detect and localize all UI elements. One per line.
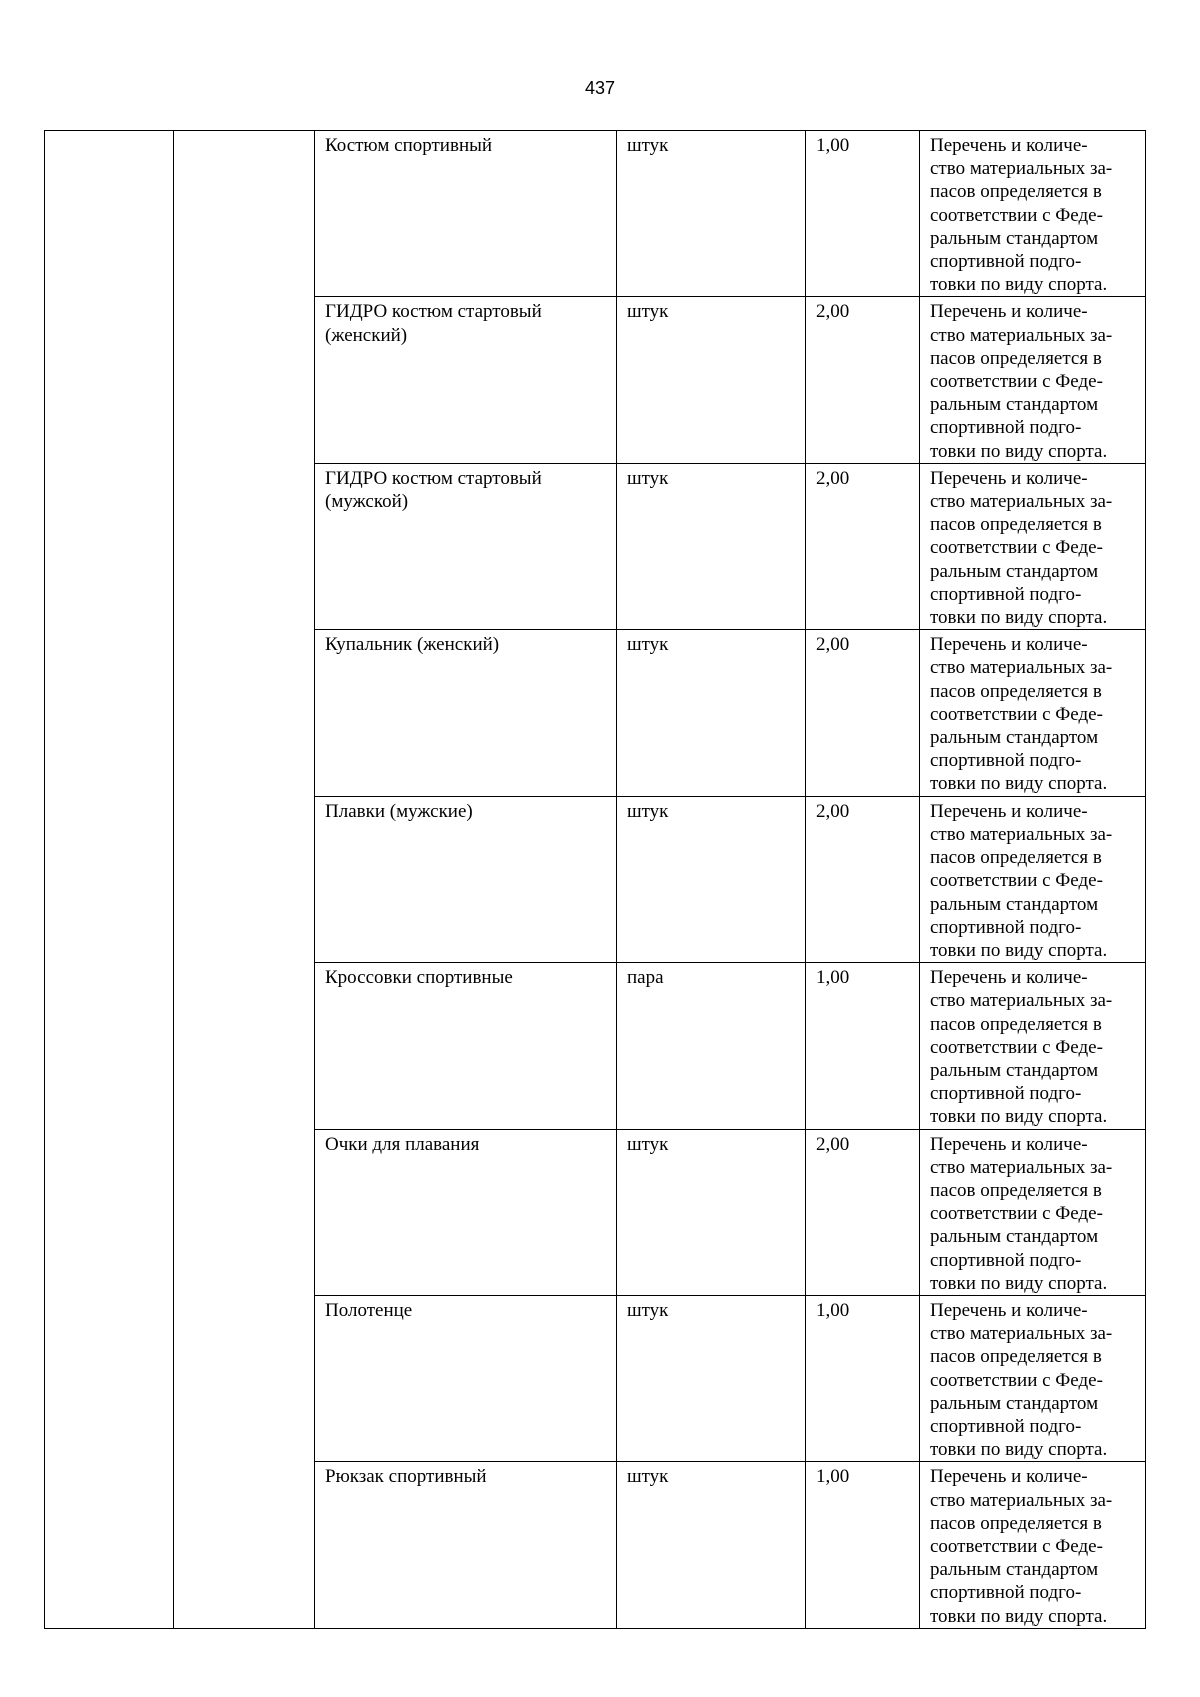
- table-row: [45, 131, 1146, 297]
- note-line: ство материальных за-: [930, 1323, 1113, 1345]
- quantity-cell: 2,00: [806, 796, 920, 962]
- note-line: пасов определяется в: [930, 1346, 1102, 1368]
- note-line: Перечень и количе-: [930, 967, 1088, 989]
- unit-cell: штук: [617, 1129, 806, 1295]
- note-cell: [920, 1129, 1146, 1295]
- note-line: ство материальных за-: [930, 1156, 1113, 1178]
- note-cell: [920, 131, 1146, 297]
- note-line: спортивной подго-: [930, 417, 1082, 439]
- item-name-cell: ГИДРО костюм стартовый (мужской): [315, 463, 617, 629]
- item-name-cell: Костюм спортивный: [315, 131, 617, 297]
- note-line: спортивной подго-: [930, 583, 1082, 605]
- note-line: ство материальных за-: [930, 1489, 1113, 1511]
- note-cell: [920, 463, 1146, 629]
- note-line: ральным стандартом: [930, 1392, 1099, 1414]
- note-line: Перечень и количе-: [930, 634, 1088, 656]
- note-line: ральным стандартом: [930, 1559, 1099, 1581]
- note-line: ство материальных за-: [930, 491, 1113, 513]
- unit-cell: штук: [617, 1462, 806, 1628]
- note-cell: [920, 297, 1146, 463]
- note-line: Перечень и количе-: [930, 467, 1088, 489]
- note-line: соответствии с Феде-: [930, 204, 1103, 226]
- note-line: пасов определяется в: [930, 680, 1102, 702]
- note-line: ство материальных за-: [930, 990, 1113, 1012]
- item-name-cell: Рюкзак спортивный: [315, 1462, 617, 1628]
- note-line: пасов определяется в: [930, 1179, 1102, 1201]
- item-name-cell: Плавки (мужские): [315, 796, 617, 962]
- note-line: пасов определяется в: [930, 847, 1102, 869]
- note-line: товки по виду спорта.: [930, 939, 1108, 961]
- unit-cell: пара: [617, 963, 806, 1129]
- item-name-cell: Полотенце: [315, 1295, 617, 1461]
- item-name-cell: Кроссовки спортивные: [315, 963, 617, 1129]
- note-line: товки по виду спорта.: [930, 607, 1108, 629]
- note-line: ральным стандартом: [930, 1226, 1099, 1248]
- note-line: спортивной подго-: [930, 251, 1082, 273]
- note-line: пасов определяется в: [930, 1013, 1102, 1035]
- note-line: товки по виду спорта.: [930, 1439, 1108, 1461]
- unit-cell: штук: [617, 1295, 806, 1461]
- note-line: Перечень и количе-: [930, 1299, 1088, 1321]
- note-line: соответствии с Феде-: [930, 537, 1103, 559]
- note-line: ральным стандартом: [930, 560, 1099, 582]
- item-name-cell: Очки для плавания: [315, 1129, 617, 1295]
- note-line: товки по виду спорта.: [930, 1605, 1108, 1627]
- note-line: ство материальных за-: [930, 158, 1113, 180]
- quantity-cell: 1,00: [806, 1462, 920, 1628]
- note-line: спортивной подго-: [930, 1582, 1082, 1604]
- note-line: соответствии с Феде-: [930, 1036, 1103, 1058]
- note-line: соответствии с Феде-: [930, 1369, 1103, 1391]
- quantity-cell: 2,00: [806, 630, 920, 796]
- note-line: ральным стандартом: [930, 1059, 1099, 1081]
- note-line: товки по виду спорта.: [930, 1272, 1108, 1294]
- note-line: Перечень и количе-: [930, 1466, 1088, 1488]
- note-cell: [920, 630, 1146, 796]
- unit-cell: штук: [617, 796, 806, 962]
- materials-table: [44, 130, 1146, 1629]
- note-line: Перечень и количе-: [930, 800, 1088, 822]
- note-line: ральным стандартом: [930, 394, 1099, 416]
- note-line: ство материальных за-: [930, 657, 1113, 679]
- note-line: товки по виду спорта.: [930, 440, 1108, 462]
- note-line: спортивной подго-: [930, 1249, 1082, 1271]
- item-name-cell: ГИДРО костюм стартовый (женский): [315, 297, 617, 463]
- note-line: пасов определяется в: [930, 347, 1102, 369]
- quantity-cell: 2,00: [806, 463, 920, 629]
- unit-cell: штук: [617, 463, 806, 629]
- note-line: пасов определяется в: [930, 181, 1102, 203]
- note-line: ральным стандартом: [930, 727, 1099, 749]
- unit-cell: штук: [617, 630, 806, 796]
- note-line: товки по виду спорта.: [930, 773, 1108, 795]
- quantity-cell: 1,00: [806, 1295, 920, 1461]
- note-line: соответствии с Феде-: [930, 1535, 1103, 1557]
- note-line: соответствии с Феде-: [930, 703, 1103, 725]
- page-number: 437: [584, 78, 616, 98]
- note-line: спортивной подго-: [930, 916, 1082, 938]
- quantity-cell: 1,00: [806, 131, 920, 297]
- materials-table-body: [45, 131, 1146, 1629]
- unit-cell: штук: [617, 297, 806, 463]
- unit-cell: штук: [617, 131, 806, 297]
- quantity-cell: 2,00: [806, 297, 920, 463]
- merged-empty-cell-2: [174, 131, 315, 1629]
- note-line: ство материальных за-: [930, 823, 1113, 845]
- note-line: соответствии с Феде-: [930, 870, 1103, 892]
- note-line: Перечень и количе-: [930, 301, 1088, 323]
- note-line: спортивной подго-: [930, 1415, 1082, 1437]
- note-line: соответствии с Феде-: [930, 371, 1103, 393]
- note-cell: [920, 1295, 1146, 1461]
- note-line: ральным стандартом: [930, 227, 1099, 249]
- merged-empty-cell-1: [45, 131, 174, 1629]
- item-name-cell: Купальник (женский): [315, 630, 617, 796]
- note-line: товки по виду спорта.: [930, 274, 1108, 296]
- note-line: Перечень и количе-: [930, 1133, 1088, 1155]
- note-line: пасов определяется в: [930, 1512, 1102, 1534]
- note-line: спортивной подго-: [930, 1083, 1082, 1105]
- note-cell: [920, 1462, 1146, 1628]
- quantity-cell: 1,00: [806, 963, 920, 1129]
- note-line: ральным стандартом: [930, 893, 1099, 915]
- note-line: Перечень и количе-: [930, 135, 1088, 156]
- note-cell: [920, 796, 1146, 962]
- note-line: спортивной подго-: [930, 750, 1082, 772]
- quantity-cell: 2,00: [806, 1129, 920, 1295]
- note-line: пасов определяется в: [930, 514, 1102, 536]
- note-line: товки по виду спорта.: [930, 1106, 1108, 1128]
- note-line: соответствии с Феде-: [930, 1203, 1103, 1225]
- note-cell: [920, 963, 1146, 1129]
- note-line: ство материальных за-: [930, 324, 1113, 346]
